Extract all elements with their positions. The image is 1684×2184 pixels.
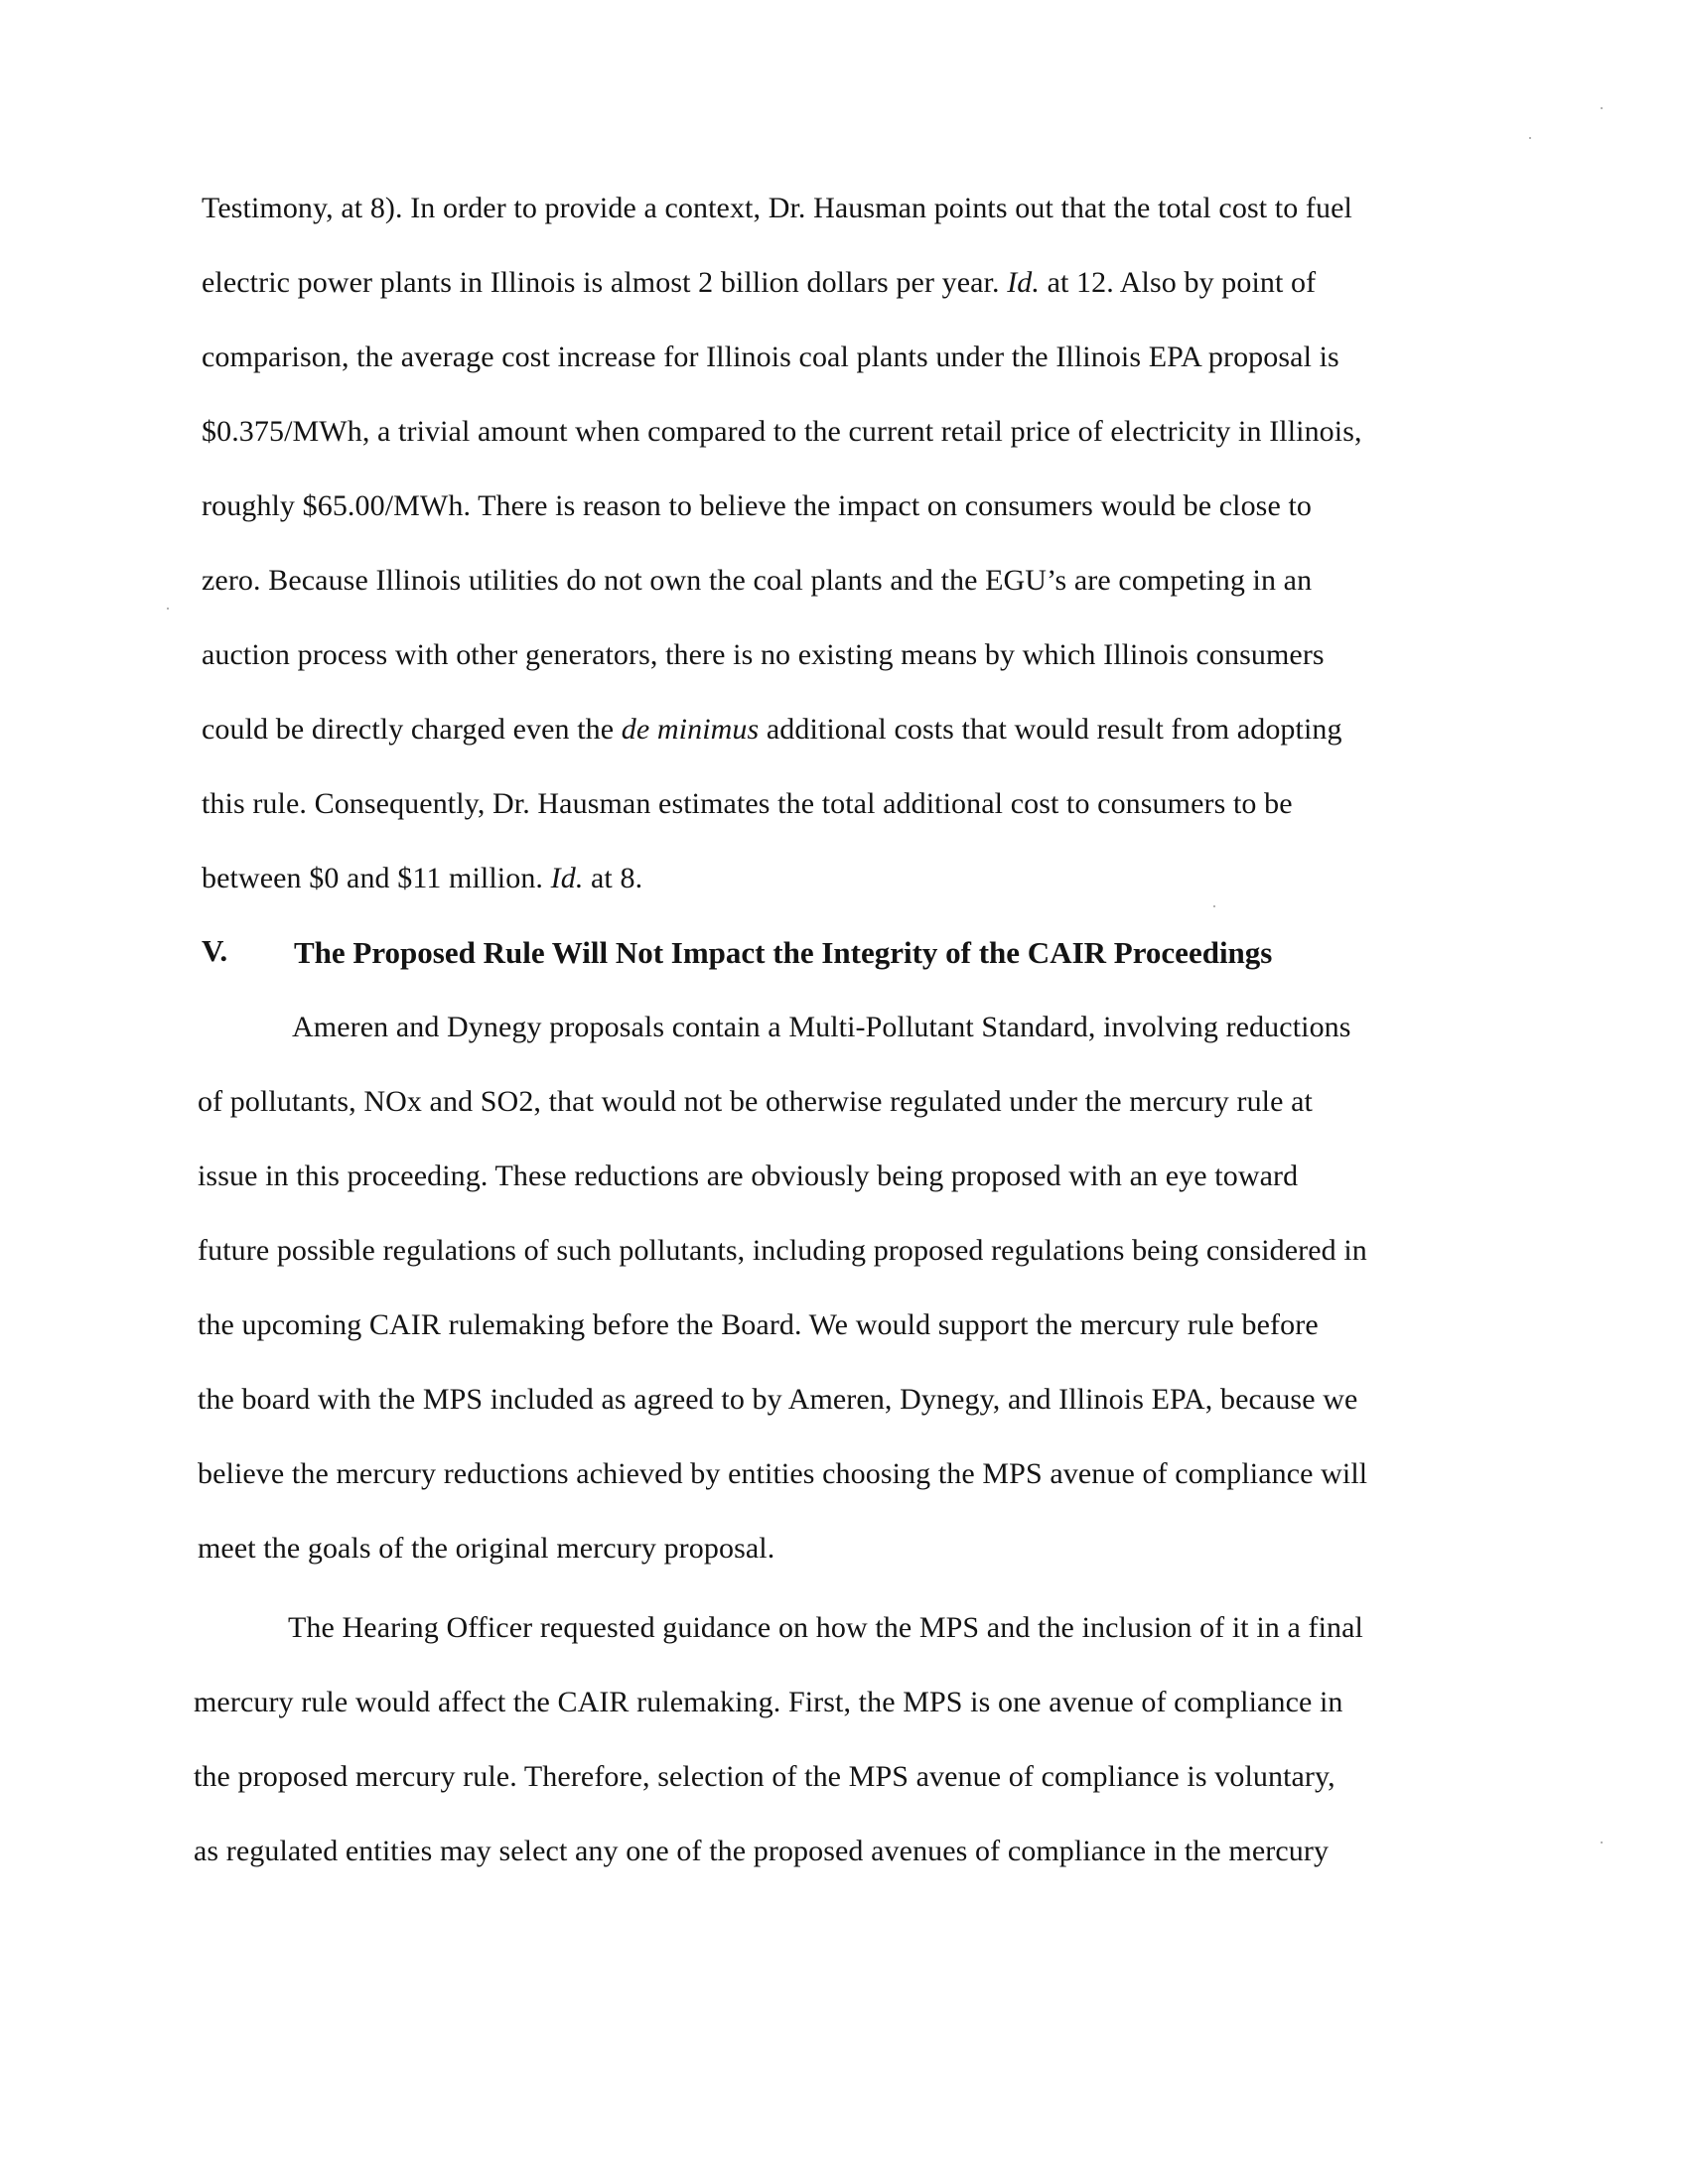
body-line: Testimony, at 8). In order to provide a context, Dr. Hausman points out that the total cost to fuel — [202, 192, 1352, 224]
latin-term: de minimus — [621, 713, 760, 746]
body-line: the upcoming CAIR rulemaking before the Board. We would support the mercury rule before — [198, 1308, 1319, 1341]
citation-id: Id. — [550, 862, 584, 894]
body-line: auction process with other generators, there is no existing means by which Illinois consumers — [202, 638, 1325, 671]
citation-id: Id. — [1007, 266, 1040, 299]
body-line: mercury rule would affect the CAIR rulemaking. First, the MPS is one avenue of compliance in — [194, 1686, 1343, 1718]
section-number: V. — [202, 933, 228, 968]
scan-speck — [167, 608, 169, 610]
scan-speck — [1601, 107, 1603, 109]
body-line: issue in this proceeding. These reductions are obviously being proposed with an eye toward — [198, 1160, 1299, 1192]
body-line: believe the mercury reductions achieved by entities choosing the MPS avenue of compliance will — [198, 1457, 1368, 1490]
body-line: zero. Because Illinois utilities do not own the coal plants and the EGU’s are competing in an — [202, 564, 1313, 597]
body-line: roughly $65.00/MWh. There is reason to believe the impact on consumers would be close to — [202, 489, 1312, 522]
body-line: $0.375/MWh, a trivial amount when compared to the current retail price of electricity in Illinois, — [202, 415, 1362, 448]
body-line — [202, 861, 642, 896]
text-run: electric power plants in Illinois is almost 2 billion dollars per year. — [202, 266, 1008, 299]
text-run: at 12. Also by point of — [1040, 266, 1317, 299]
text-run: at 8. — [583, 862, 643, 894]
body-line: comparison, the average cost increase for Illinois coal plants under the Illinois EPA proposal is — [202, 341, 1339, 373]
body-line: Ameren and Dynegy proposals contain a Multi-Pollutant Standard, involving reductions — [292, 1011, 1351, 1043]
body-line: future possible regulations of such pollutants, including proposed regulations being considered in — [198, 1234, 1367, 1267]
body-line: meet the goals of the original mercury proposal. — [198, 1532, 775, 1565]
body-line — [202, 712, 1342, 748]
body-line: the board with the MPS included as agreed to by Ameren, Dynegy, and Illinois EPA, because we — [198, 1383, 1358, 1416]
scan-speck — [1529, 137, 1531, 139]
scan-speck — [1213, 905, 1215, 907]
text-run: could be directly charged even the — [202, 713, 622, 746]
section-heading: The Proposed Rule Will Not Impact the Integrity of the CAIR Proceedings — [294, 935, 1273, 970]
body-line: of pollutants, NOx and SO2, that would not be otherwise regulated under the mercury rule at — [198, 1085, 1313, 1118]
body-line: as regulated entities may select any one of the proposed avenues of compliance in the mercury — [194, 1835, 1330, 1867]
scan-speck — [1601, 1842, 1603, 1843]
body-line: The Hearing Officer requested guidance on how the MPS and the inclusion of it in a final — [288, 1611, 1363, 1644]
body-line — [202, 265, 1316, 301]
text-run: between $0 and $11 million. — [202, 862, 551, 894]
body-line: this rule. Consequently, Dr. Hausman estimates the total additional cost to consumers to be — [202, 787, 1293, 820]
body-line: the proposed mercury rule. Therefore, selection of the MPS avenue of compliance is voluntary, — [194, 1760, 1335, 1793]
text-run: additional costs that would result from adopting — [759, 713, 1342, 746]
